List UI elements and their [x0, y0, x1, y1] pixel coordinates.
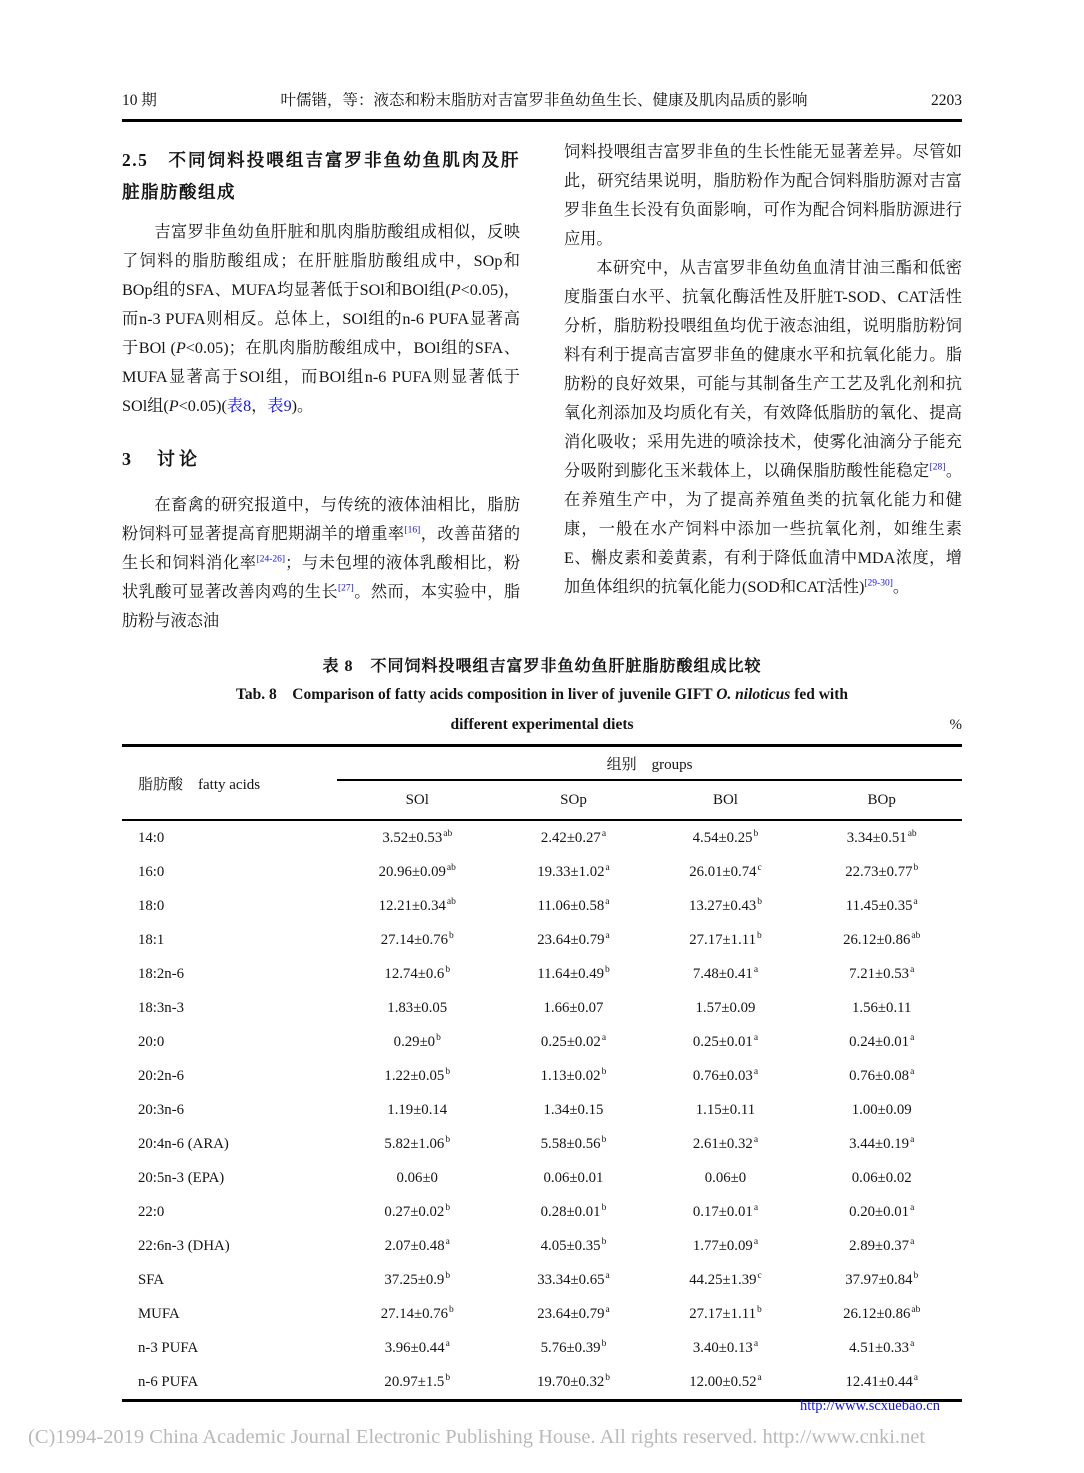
value-cell: 13.27±0.43$^b$ — [688, 896, 762, 914]
value-cell: 0.06±0 — [396, 1169, 438, 1186]
running-title: 叶儒锴，等：液态和粉末脂肪对吉富罗非鱼幼鱼生长、健康及肌肉品质的影响 — [280, 92, 808, 109]
value-cell: 12.74±0.6$^b$ — [384, 964, 451, 982]
value-cell: 0.06±0.02 — [851, 1169, 912, 1186]
significance-superscript: b — [913, 862, 919, 873]
citation-ref[interactable]: [16] — [404, 525, 421, 536]
significance-superscript: a — [910, 1202, 915, 1213]
significance-superscript: ab — [911, 930, 921, 941]
species-name: O. niloticus — [716, 686, 791, 703]
value-cell: 3.52±0.53$^{ab}$ — [382, 828, 453, 846]
page-number: 2203 — [931, 92, 962, 109]
significance-superscript: b — [445, 964, 451, 975]
fatty-acid-table-body — [122, 820, 962, 1401]
value-cell: 0.20±0.01$^a$ — [849, 1202, 915, 1220]
value-cell: 0.06±0 — [704, 1169, 747, 1186]
value-cell: 27.17±1.11$^b$ — [689, 1304, 762, 1322]
significance-superscript: a — [753, 1134, 759, 1145]
value-cell: 37.25±0.9$^b$ — [384, 1270, 451, 1288]
value-cell: 23.64±0.79$^a$ — [537, 930, 610, 948]
table-row — [122, 855, 962, 889]
significance-superscript: b — [445, 1202, 451, 1213]
fatty-acid-label: 22:0 — [138, 1203, 165, 1220]
value-cell: 33.34±0.65$^a$ — [537, 1270, 610, 1288]
citation-ref[interactable]: [28] — [929, 462, 946, 473]
value-cell: 26.12±0.86$^{ab}$ — [843, 930, 921, 948]
significance-superscript: b — [601, 1202, 607, 1213]
value-cell: 20.97±1.5$^b$ — [384, 1372, 451, 1390]
significance-superscript: a — [601, 1032, 607, 1043]
table-caption-en-line1: Tab. 8 Comparison of fatty acids composition in liver of juvenile GIFT O. niloticus fed with — [235, 686, 849, 703]
copyright-watermark: (C)1994-2019 China Academic Journal Electronic Publishing House. All rights reserved. http://www.cnki.net — [28, 1426, 926, 1448]
significance-superscript: a — [913, 896, 918, 907]
value-cell: 0.17±0.01$^a$ — [692, 1202, 759, 1220]
significance-superscript: b — [757, 896, 762, 907]
value-cell: 26.01±0.74$^c$ — [689, 862, 762, 880]
fatty-acid-label: 18:1 — [138, 931, 165, 948]
significance-superscript: a — [757, 1372, 762, 1383]
two-column-body — [122, 138, 962, 636]
significance-superscript: a — [910, 1134, 915, 1145]
fatty-acid-label: n-6 PUFA — [138, 1373, 199, 1390]
significance-superscript: b — [605, 1372, 611, 1383]
section-2-5-paragraph: 吉富罗非鱼幼鱼肝脏和肌肉脂肪酸组成相似，反映了饲料的脂肪酸组成；在肝脏脂肪酸组成中，SOp和BOp组的SFA、MUFA均显著低于SOl和BOl组(P<0.05)，而n-3 PUFA则相反。总体上，SOl组的n-6 PUFA显著高于BOl (P<0.05)；在肌肉脂肪酸组成中，BOl组的SFA、MUFA显著高于SOl组，而BOl组n-6 PUFA则显著低于SOl组(P<0.05)(表8，表9)。 — [122, 223, 521, 415]
value-cell: 2.61±0.32$^a$ — [692, 1134, 759, 1152]
paper-page — [122, 88, 962, 1402]
table-row — [122, 1093, 962, 1127]
value-cell: 3.40±0.13$^a$ — [692, 1338, 759, 1356]
fatty-acid-label: 18:3n-3 — [138, 999, 185, 1016]
value-cell: 2.89±0.37$^a$ — [849, 1236, 915, 1254]
significance-superscript: a — [605, 930, 610, 941]
table-ref-link[interactable]: 表9 — [267, 397, 292, 415]
fatty-acid-label: 18:2n-6 — [138, 965, 185, 982]
value-cell: 20.96±0.09$^{ab}$ — [378, 862, 456, 880]
page-header — [122, 88, 962, 122]
column-header-SOp: SOp — [498, 780, 650, 820]
column-header-groups: 组别 groups — [337, 746, 962, 781]
value-cell: 2.07±0.48$^a$ — [384, 1236, 450, 1254]
table-row — [122, 1297, 962, 1331]
value-cell: 1.34±0.15 — [543, 1101, 604, 1118]
fatty-acid-table — [122, 744, 962, 1402]
value-cell: 3.96±0.44$^a$ — [384, 1338, 450, 1356]
value-cell: 27.14±0.76$^b$ — [380, 1304, 454, 1322]
significance-superscript: a — [753, 1202, 759, 1213]
significance-superscript: b — [753, 828, 759, 839]
value-cell: 4.05±0.35$^b$ — [540, 1236, 607, 1254]
value-cell: 23.64±0.79$^a$ — [537, 1304, 610, 1322]
significance-superscript: a — [910, 1338, 915, 1349]
value-cell: 4.51±0.33$^a$ — [849, 1338, 915, 1356]
table-caption-en-line2: different experimental diets — [450, 716, 634, 733]
significance-superscript: b — [756, 1304, 762, 1315]
table-row — [122, 1025, 962, 1059]
significance-superscript: a — [605, 896, 610, 907]
discussion-paragraph-right: 本研究中，从吉富罗非鱼幼鱼血清甘油三酯和低密度脂蛋白水平、抗氧化酶活性及肝脏T-SOD、CAT活性分析，脂肪粉投喂组鱼均优于液态油组，说明脂肪粉饲料有利于提高吉富罗非鱼的健康水平和抗氧化能力。脂肪粉的良好效果，可能与其制备生产工艺及乳化剂和抗氧化剂添加及均质化有关，有效降低脂肪的氧化、提高消化吸收；采用先进的喷涂技术，使雾化油滴分子能充分吸附到膨化玉米载体上，以确保脂肪酸性能稳定[28]。在养殖生产中，为了提高养殖鱼类的抗氧化能力和健康，一般在水产饲料中添加一些抗氧化剂，如维生素E、槲皮素和姜黄素，有利于降低血清中MDA浓度，增加鱼体组织的抗氧化能力(SOD和CAT活性)[29-30]。 — [564, 259, 963, 596]
value-cell: 1.57±0.09 — [695, 999, 756, 1016]
value-cell: 0.28±0.01$^b$ — [540, 1202, 607, 1220]
significance-superscript: ab — [443, 828, 453, 839]
value-cell: 0.76±0.08$^a$ — [849, 1066, 915, 1084]
value-cell: 0.06±0.01 — [543, 1169, 604, 1186]
value-cell: 1.15±0.11 — [695, 1101, 756, 1118]
value-cell: 19.70±0.32$^b$ — [536, 1372, 611, 1390]
table-caption-en-line2-row — [122, 710, 962, 740]
journal-issue: 10 期 — [122, 92, 157, 109]
fatty-acid-label: 20:4n-6 (ARA) — [138, 1135, 229, 1152]
journal-url-link[interactable]: http://www.scxuebao.cn — [799, 1398, 940, 1414]
significance-superscript: b — [449, 930, 454, 941]
significance-superscript: b — [601, 1066, 607, 1077]
significance-superscript: a — [605, 1270, 610, 1281]
value-cell: 1.13±0.02$^b$ — [540, 1066, 607, 1084]
value-cell: 44.25±1.39$^c$ — [689, 1270, 762, 1288]
significance-superscript: b — [449, 1304, 454, 1315]
italic-text: P — [168, 397, 179, 415]
fatty-acid-label: SFA — [138, 1271, 165, 1288]
table-8-block — [122, 654, 962, 1402]
italic-text: P — [175, 339, 186, 357]
discussion-paragraph-left: 在畜禽的研究报道中，与传统的液体油相比，脂肪粉饲料可显著提高育肥期湖羊的增重率[16]，改善苗猪的生长和饲料消化率[24-26]；与未包埋的液体乳酸相比，粉状乳酸可显著改善肉鸡的生长[27]。然而，本实验中，脂肪粉与液态油 — [122, 496, 521, 630]
value-cell: 5.58±0.56$^b$ — [540, 1134, 607, 1152]
value-cell: 1.66±0.07 — [543, 999, 604, 1016]
fatty-acid-label: 16:0 — [138, 863, 165, 880]
value-cell: 27.17±1.11$^b$ — [689, 930, 762, 948]
continued-paragraph: 饲料投喂组吉富罗非鱼的生长性能无显著差异。尽管如此，研究结果说明，脂肪粉作为配合饲料脂肪源对吉富罗非鱼生长没有负面影响，可作为配合饲料脂肪源进行应用。 — [564, 143, 962, 248]
value-cell: 37.97±0.84$^b$ — [845, 1270, 919, 1288]
significance-superscript: ab — [446, 896, 456, 907]
fatty-acid-label: n-3 PUFA — [138, 1339, 199, 1356]
significance-superscript: a — [753, 964, 759, 975]
column-header-BOl: BOl — [649, 780, 801, 820]
column-header-SOl: SOl — [337, 780, 498, 820]
fatty-acid-label: 18:0 — [138, 897, 165, 914]
significance-superscript: a — [445, 1338, 450, 1349]
significance-superscript: b — [756, 930, 762, 941]
table-row — [122, 957, 962, 991]
significance-superscript: a — [605, 1304, 610, 1315]
table-row — [122, 1127, 962, 1161]
fatty-acid-table-head — [122, 746, 962, 821]
table-row — [122, 1229, 962, 1263]
citation-ref[interactable]: [24-26] — [256, 554, 286, 565]
significance-superscript: b — [445, 1066, 451, 1077]
fatty-acid-label: 20:2n-6 — [138, 1067, 185, 1084]
value-cell: 0.76±0.03$^a$ — [692, 1066, 759, 1084]
fatty-acid-label: 20:0 — [138, 1033, 165, 1050]
significance-superscript: a — [753, 1236, 759, 1247]
citation-ref[interactable]: [29-30] — [864, 578, 893, 589]
table-row — [122, 1195, 962, 1229]
value-cell: 19.33±1.02$^a$ — [537, 862, 610, 880]
significance-superscript: a — [913, 1372, 918, 1383]
value-cell: 0.24±0.01$^a$ — [849, 1032, 915, 1050]
value-cell: 1.00±0.09 — [851, 1101, 912, 1118]
table-row — [122, 1365, 962, 1401]
value-cell: $0.29\pm 0^b$ — [393, 1032, 441, 1050]
significance-superscript: b — [601, 1338, 607, 1349]
significance-superscript: a — [605, 862, 610, 873]
italic-text: P — [450, 281, 461, 299]
significance-superscript: a — [910, 1236, 915, 1247]
significance-superscript: b — [605, 964, 610, 975]
value-cell: 26.12±0.86$^{ab}$ — [843, 1304, 921, 1322]
value-cell: 11.45±0.35$^a$ — [845, 896, 918, 914]
value-cell: 11.06±0.58$^a$ — [537, 896, 610, 914]
value-cell: 27.14±0.76$^b$ — [380, 930, 454, 948]
table-row — [122, 923, 962, 957]
left-column — [122, 138, 520, 636]
significance-superscript: b — [445, 1372, 451, 1383]
value-cell: 0.27±0.02$^b$ — [384, 1202, 451, 1220]
table-ref-link[interactable]: 表8 — [226, 397, 252, 415]
significance-superscript: b — [436, 1032, 441, 1043]
value-cell: 12.21±0.34$^{ab}$ — [378, 896, 456, 914]
value-cell: 4.54±0.25$^b$ — [692, 828, 759, 846]
value-cell: 22.73±0.77$^b$ — [845, 862, 919, 880]
column-header-BOp: BOp — [801, 780, 962, 820]
significance-superscript: c — [757, 862, 762, 873]
value-cell: 5.76±0.39$^b$ — [540, 1338, 607, 1356]
value-cell: 1.56±0.11 — [852, 999, 912, 1016]
significance-superscript: a — [910, 1032, 915, 1043]
significance-superscript: a — [910, 1066, 915, 1077]
significance-superscript: ab — [907, 828, 917, 839]
significance-superscript: b — [445, 1270, 451, 1281]
fatty-acid-label: 20:5n-3 (EPA) — [138, 1169, 225, 1186]
significance-superscript: b — [601, 1236, 607, 1247]
table-row — [122, 889, 962, 923]
table-row — [122, 820, 962, 855]
value-cell: 7.48±0.41$^a$ — [692, 964, 759, 982]
table-row — [122, 1059, 962, 1093]
significance-superscript: a — [753, 1032, 759, 1043]
value-cell: 2.42±0.27$^a$ — [540, 828, 607, 846]
significance-superscript: c — [757, 1270, 762, 1281]
table-unit-label: % — [949, 717, 962, 733]
significance-superscript: a — [445, 1236, 450, 1247]
table-caption-zh: 表 8 不同饲料投喂组吉富罗非鱼幼鱼肝脏脂肪酸组成比较 — [322, 658, 762, 675]
value-cell: 12.41±0.44$^a$ — [845, 1372, 918, 1390]
fatty-acid-label: 22:6n-3 (DHA) — [138, 1237, 230, 1254]
significance-superscript: ab — [911, 1304, 921, 1315]
table-row — [122, 1331, 962, 1365]
table-row — [122, 1161, 962, 1195]
significance-superscript: b — [601, 1134, 607, 1145]
value-cell: 3.44±0.19$^a$ — [849, 1134, 915, 1152]
significance-superscript: a — [601, 828, 607, 839]
value-cell: 0.25±0.02$^a$ — [540, 1032, 607, 1050]
value-cell: 1.77±0.09$^a$ — [692, 1236, 759, 1254]
significance-superscript: a — [753, 1338, 759, 1349]
significance-superscript: a — [910, 964, 915, 975]
table-row — [122, 1263, 962, 1297]
table-row — [122, 991, 962, 1025]
value-cell: 12.00±0.52$^a$ — [689, 1372, 762, 1390]
citation-ref[interactable]: [27] — [338, 583, 354, 594]
section-3-heading: 3 讨论 — [122, 449, 201, 469]
value-cell: 11.64±0.49$^b$ — [537, 964, 610, 982]
right-column — [564, 138, 962, 636]
section-2-5-heading: 2.5 不同饲料投喂组吉富罗非鱼幼鱼肌肉及肝脏脂肪酸组成 — [122, 150, 520, 202]
significance-superscript: ab — [446, 862, 456, 873]
significance-superscript: a — [753, 1066, 759, 1077]
value-cell: 1.19±0.14 — [387, 1101, 448, 1118]
value-cell: 0.25±0.01$^a$ — [692, 1032, 759, 1050]
value-cell: 5.82±1.06$^b$ — [384, 1134, 451, 1152]
significance-superscript: b — [445, 1134, 451, 1145]
value-cell: 1.22±0.05$^b$ — [384, 1066, 451, 1084]
value-cell: 7.21±0.53$^a$ — [849, 964, 915, 982]
value-cell: 3.34±0.51$^{ab}$ — [846, 828, 917, 846]
significance-superscript: b — [913, 1270, 919, 1281]
value-cell: 1.83±0.05 — [387, 999, 448, 1016]
column-header-fatty-acids: 脂肪酸 fatty acids — [122, 746, 337, 821]
fatty-acid-label: MUFA — [138, 1305, 180, 1322]
fatty-acid-label: 20:3n-6 — [138, 1101, 185, 1118]
fatty-acid-label: 14:0 — [138, 829, 165, 846]
